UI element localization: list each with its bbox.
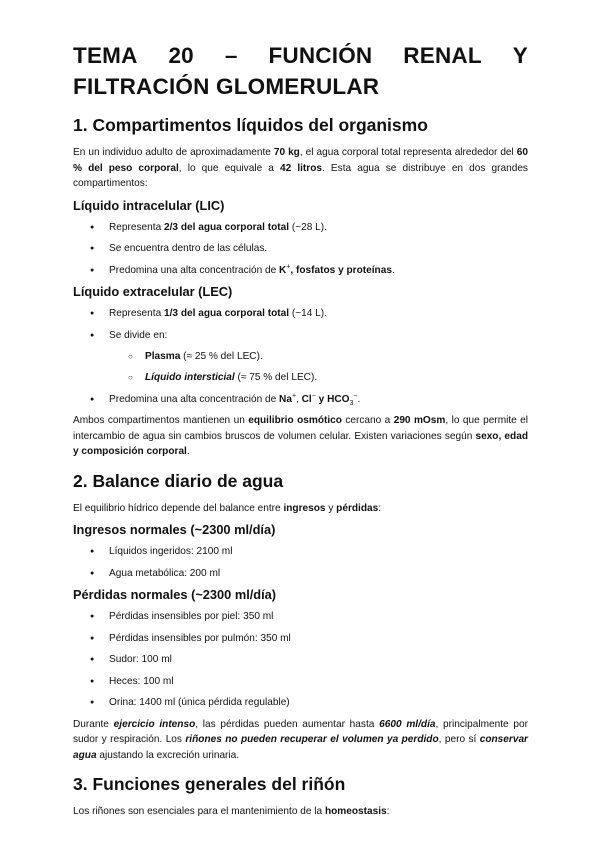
- ingresos-heading: Ingresos normales (~2300 ml/día): [73, 522, 276, 537]
- list-item: ● Líquidos ingeridos: 2100 ml: [73, 544, 528, 559]
- lic-list: [73, 220, 528, 278]
- list-item: ● Pérdidas insensibles por piel: 350 ml: [73, 609, 528, 624]
- list-item: ● Heces: 100 ml: [73, 674, 528, 689]
- section-3-intro: Los riñones son esenciales para el mantenimiento de la homeostasis:: [73, 806, 390, 817]
- title-word: FUNCIÓN: [268, 43, 373, 68]
- list-item: ● Se encuentra dentro de las células.: [73, 241, 528, 256]
- list-item: ● Representa 1/3 del agua corporal total (~14 L).: [73, 306, 528, 321]
- title-word: 20: [168, 43, 194, 68]
- section-heading-3: 3. Funciones generales del riñón: [73, 774, 346, 794]
- section-2-closing: Durante ejercicio intenso, las pérdidas pueden aumentar hasta 6600 ml/día, principalmente por sudor y respiración. Los riñones no pueden recuperar el volumen ya perdido, pero sí conservar agua ajustando la excreción urinaria.: [73, 718, 528, 761]
- lic-heading: Líquido intracelular (LIC): [73, 197, 225, 213]
- section-heading-1: 1. Compartimentos líquidos del organismo: [73, 115, 428, 135]
- title-word: –: [224, 43, 238, 68]
- list-item: ● Predomina una alta concentración de Na+, Cl− y $HCO_3^-$.: [73, 392, 528, 407]
- sub-list-item: ○ Líquido intersticial (≈ 75 % del LEC).: [109, 370, 528, 385]
- title-line-1: [73, 40, 528, 71]
- title-line-2: FILTRACIÓN GLOMERULAR: [73, 74, 380, 99]
- list-item: ● Agua metabólica: 200 ml: [73, 566, 528, 581]
- list-item: ● Orina: 1400 ml (única pérdida regulable): [73, 695, 528, 710]
- section-heading-2: 2. Balance diario de agua: [73, 470, 284, 491]
- lec-sublist: [109, 349, 528, 386]
- list-item: ● Pérdidas insensibles por pulmón: 350 ml: [73, 631, 528, 646]
- list-item: ● Representa 2/3 del agua corporal total (~28 L).: [73, 220, 528, 235]
- title-word: RENAL: [403, 43, 482, 68]
- title-word: TEMA: [73, 43, 138, 68]
- list-item: ● Se divide en: ○ Plasma (≈ 25 % del LEC). ○ Líquido intersticial (≈ 75 % del LEC).: [73, 328, 528, 386]
- title-word: Y: [512, 43, 528, 68]
- page-title: [73, 40, 528, 102]
- perdidas-heading: Pérdidas normales (~2300 ml/día): [73, 587, 277, 602]
- lec-list: [73, 306, 528, 407]
- section-1-intro: En un individuo adulto de aproximadamente 70 kg, el agua corporal total representa alrededor del 60 % del peso corporal, lo que equivale a 42 litros. Esta agua se distribuye en dos grandes compartimentos:: [73, 147, 529, 189]
- list-item: ● Predomina una alta concentración de K+, fosfatos y proteínas.: [73, 263, 528, 278]
- perdidas-list: [73, 609, 528, 710]
- sub-list-item: ○ Plasma (≈ 25 % del LEC).: [109, 349, 528, 364]
- section-2-intro: El equilibrio hídrico depende del balance entre ingresos y pérdidas:: [73, 502, 382, 514]
- ingresos-list: [73, 544, 528, 581]
- list-item: ● Sudor: 100 ml: [73, 652, 528, 667]
- lec-heading: Líquido extracelular (LEC): [73, 284, 233, 299]
- section-1-closing: Ambos compartimentos mantienen un equilibrio osmótico cercano a 290 mOsm, lo que permite el intercambio de agua sin cambios bruscos de volumen celular. Existen variaciones según sexo, edad y composición corporal.: [73, 415, 529, 457]
